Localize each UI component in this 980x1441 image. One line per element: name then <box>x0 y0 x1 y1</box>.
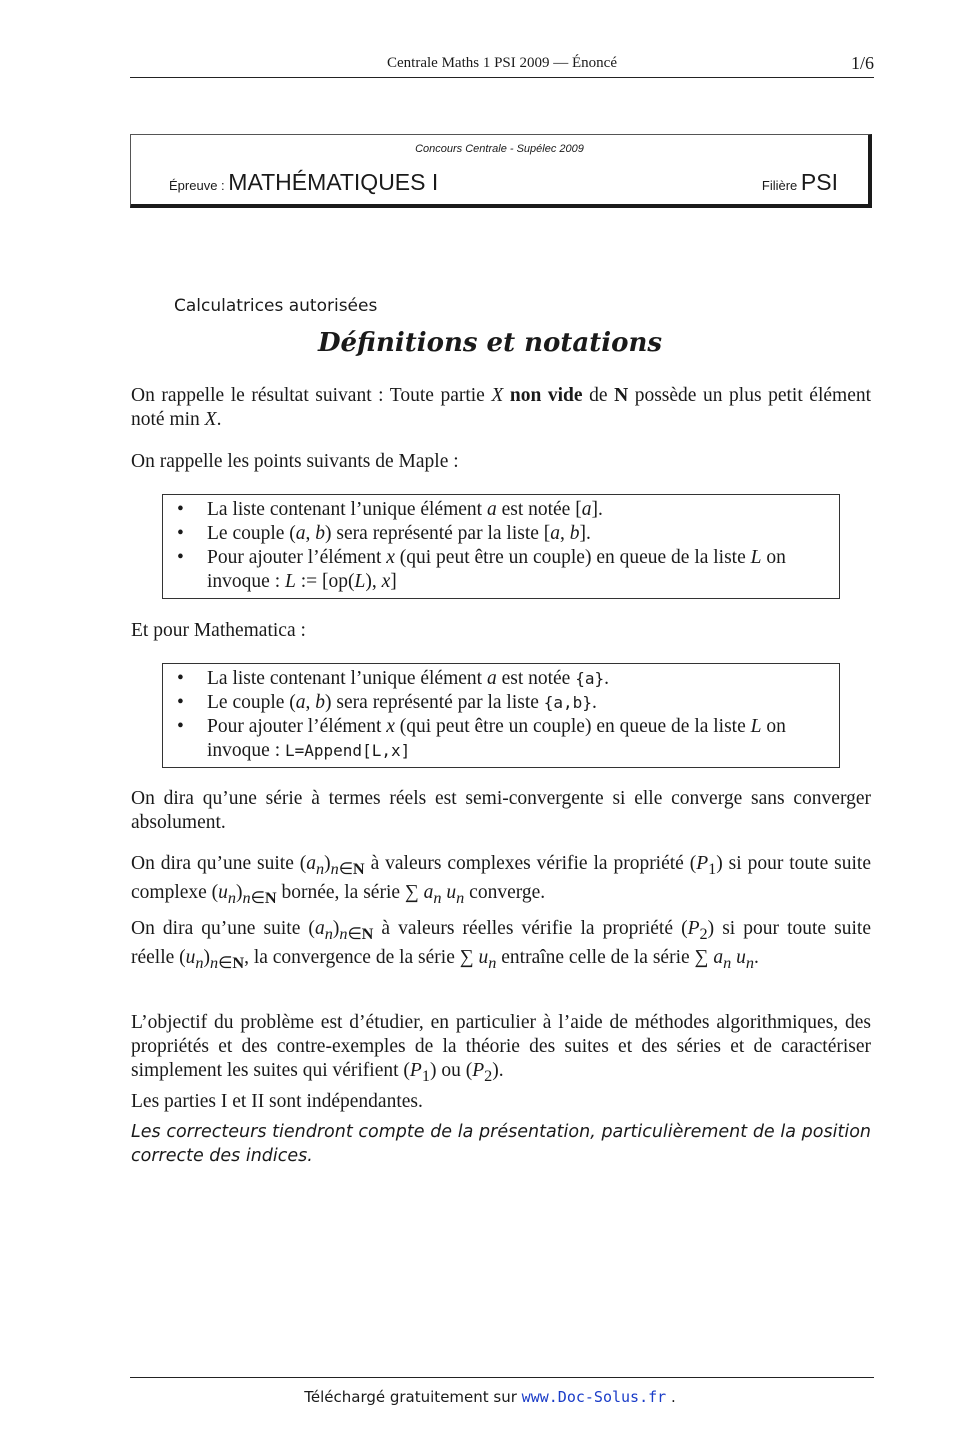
footer-text: Téléchargé gratuitement sur <box>304 1388 522 1406</box>
paragraph-objective: L’objectif du problème est d’étudier, en particulier à l’aide de méthodes algorithmiques, des propriétés et des contre-exemples de la théorie des suites et des séries et de caractériser simplement les suites qui vérifient $(P_1)$ ou $(P_2)$. <box>131 1012 871 1085</box>
section-title: Définitions et notations <box>317 328 663 358</box>
epreuve-label: Épreuve : <box>169 178 225 193</box>
mathematica-box <box>162 663 840 768</box>
paragraph-correctors: Les correcteurs tiendront compte de la présentation, particulièrement de la position correcte des indices. <box>131 1122 871 1166</box>
concours-label: Concours Centrale - Supélec 2009 <box>415 143 584 155</box>
filiere-value: PSI <box>800 169 838 195</box>
paragraph-independent: Les parties I et II sont indépendantes. <box>131 1091 423 1112</box>
footer-link[interactable]: www.Doc-Solus.fr <box>521 1388 667 1406</box>
header-rule <box>130 77 874 78</box>
paragraph-semi-convergent: On dira qu’une série à termes réels est semi-convergente si elle converge sans converger absolument. <box>131 788 871 833</box>
filiere-label: Filière <box>761 178 798 193</box>
paragraph-p1: On dira qu’une suite $(a_n)_{n\in N}$ à valeurs complexes vérifie la propriété $(P_1)$ si pour toute suite complexe $(u_n)_{n\in N}$ bornée, la série ∑ $a_n$ $u_n$ converge. <box>131 853 871 907</box>
exam-title-box <box>130 134 872 208</box>
paragraph-p2: On dira qu’une suite $(a_n)_{n\in N}$ à valeurs réelles vérifie la propriété $(P_2)$ si pour toute suite réelle $(u_n)_{n\in N}$, la convergence de la série ∑ $u_n$ entraîne celle de la série ∑ $a_n$ $u_n$. <box>131 918 871 972</box>
paragraph-maple-intro: On rappelle les points suivants de Maple : <box>131 451 459 472</box>
list-item: • Le couple (a, b) sera représenté par la liste [a, b]. <box>163 522 839 546</box>
page-number: 1/6 <box>850 53 874 73</box>
maple-box <box>162 494 840 599</box>
list-item: • Pour ajouter l’élément x (qui peut être un couple) en queue de la liste L on invoque : L := [op(L), x] <box>163 546 839 594</box>
list-item: • La liste contenant l’unique élément a est notée {a}. <box>163 667 839 691</box>
paragraph-min: On rappelle le résultat suivant : Toute partie X non vide de N possède un plus petit élément noté min X. <box>131 385 872 430</box>
calculators-note: Calculatrices autorisées <box>174 296 378 316</box>
filiere <box>762 169 838 196</box>
footer-rule <box>130 1377 874 1378</box>
epreuve-value: MATHÉMATIQUES I <box>228 169 439 195</box>
page-footer: Téléchargé gratuitement sur www.Doc-Solus.fr . <box>304 1388 676 1406</box>
list-item: • Le couple (a, b) sera représenté par la liste {a,b}. <box>163 691 839 715</box>
header-title: Centrale Maths 1 PSI 2009 — Énoncé <box>387 55 617 71</box>
epreuve <box>169 169 438 196</box>
list-item: • La liste contenant l’unique élément a est notée [a]. <box>163 498 839 522</box>
paragraph-mathematica-intro: Et pour Mathematica : <box>131 620 306 641</box>
list-item: • Pour ajouter l’élément x (qui peut être un couple) en queue de la liste L on invoque : L=Append[L,x] <box>163 715 839 763</box>
